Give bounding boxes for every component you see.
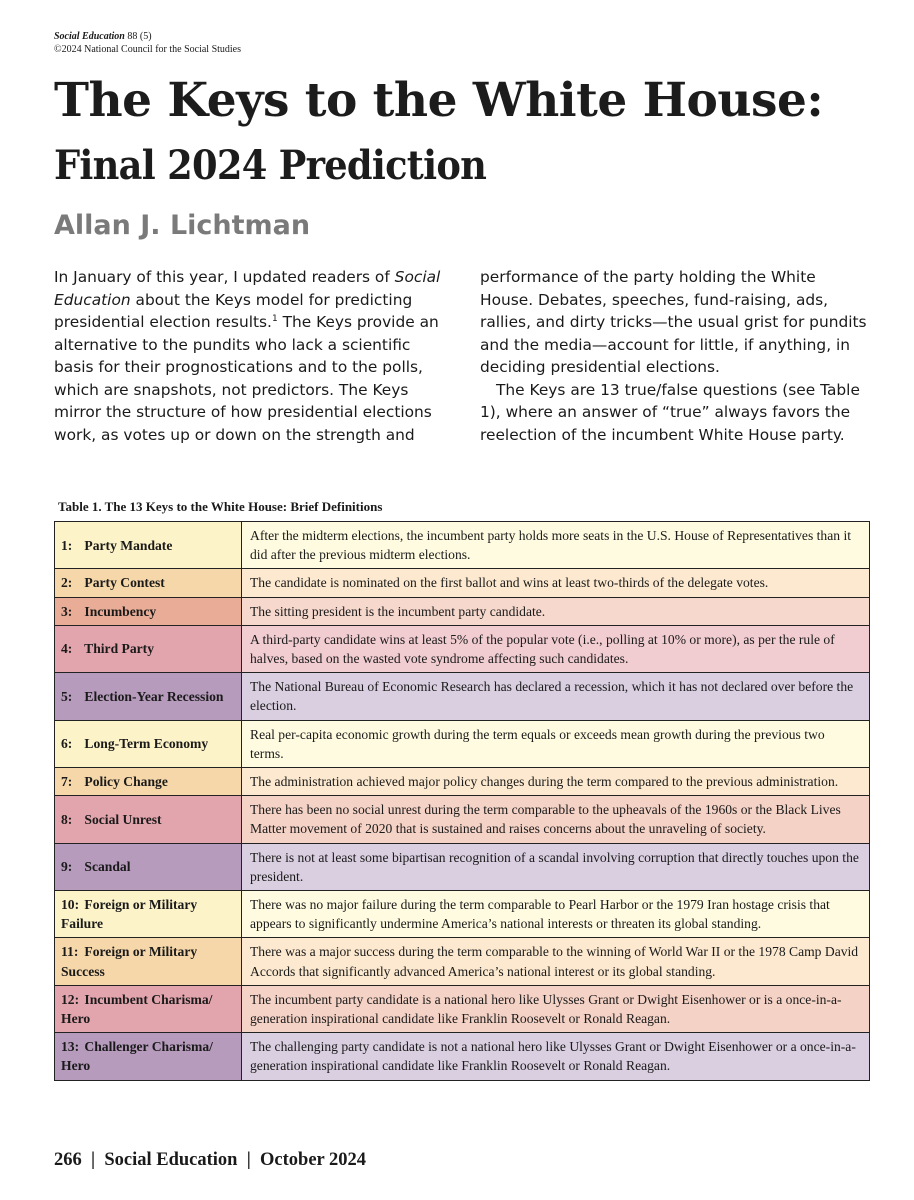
table-row (55, 985, 870, 1032)
key-name: Election-Year Recession (84, 688, 224, 704)
key-definition: The incumbent party candidate is a national hero like Ulysses Grant or Dwight Eisenhower or is a once-in-a-generation inspirational candidate like Franklin Roosevelt or Ronald Reagan. (242, 985, 870, 1032)
key-name-cell (55, 720, 242, 767)
key-name: Third Party (84, 641, 155, 657)
body-text: In January of this year, I updated readers of (54, 268, 395, 286)
key-number: 6: (61, 736, 73, 752)
footnote-marker: 1 (271, 313, 278, 324)
key-name-cell (55, 843, 242, 890)
key-name: Policy Change (84, 774, 168, 790)
key-name-cell (55, 1033, 242, 1080)
key-number: 10: (61, 897, 80, 913)
key-number: 5: (61, 688, 73, 704)
key-name: Long-Term Economy (84, 736, 209, 752)
key-number: 12: (61, 991, 80, 1007)
body-text: The Keys provide an alternative to the pundits who lack a scientific basis for their prognostications and to the polls, which are snapshots, not predictors. The Keys mirror the structure of how presidential elections work, as votes up or down on the strength and performance of the party holding the White House. Debates, speeches, fund-raising, ads, rallies, and dirty tricks—the usual grist for pundits and the media—account for little, if anything, in deciding presidential elections. (54, 268, 867, 444)
key-name: Social Unrest (84, 811, 162, 827)
table-caption: Table 1. The 13 Keys to the White House: Brief Definitions (58, 499, 383, 514)
key-number: 11: (61, 944, 79, 960)
journal-info (54, 30, 241, 56)
body-column-left (54, 266, 870, 446)
table-row (55, 1033, 870, 1080)
key-number: 2: (61, 575, 73, 591)
table-row (55, 938, 870, 985)
key-number: 1: (61, 537, 73, 553)
key-number: 9: (61, 859, 73, 875)
key-name: Foreign or Military Success (61, 944, 198, 979)
table-row (55, 522, 870, 569)
table-row (55, 597, 870, 625)
key-name: Challenger Charisma/ Hero (61, 1039, 213, 1074)
key-number: 4: (61, 641, 73, 657)
key-definition: The administration achieved major policy changes during the term compared to the previous administration. (242, 768, 870, 796)
journal-copyright: ©2024 National Council for the Social Studies (54, 44, 242, 55)
table-row (55, 796, 870, 843)
key-name-cell (55, 985, 242, 1032)
table-row (55, 720, 870, 767)
table-row (55, 673, 870, 720)
key-name-cell (55, 673, 242, 720)
key-definition: A third-party candidate wins at least 5% of the popular vote (i.e., polling at 10% or more), as per the rule of halves, based on the wasted vote syndrome affecting such candidates. (242, 625, 870, 672)
key-name-cell (55, 768, 242, 796)
table-row (55, 843, 870, 890)
key-definition: There is not at least some bipartisan recognition of a scandal involving corruption that directly touches upon the president. (242, 843, 870, 890)
key-number: 3: (61, 603, 73, 619)
key-name: Incumbent Charisma/ Hero (61, 991, 213, 1027)
journal-name-italic: Social Education (54, 268, 441, 309)
key-definition: There has been no social unrest during the term comparable to the upheavals of the 1960s or the Black Lives Matter movement of 2020 that is sustained and raises concerns about the unraveling of society. (242, 796, 870, 843)
key-definition: The challenging party candidate is not a national hero like Ulysses Grant or Dwight Eisenhower or a once-in-a-generation inspirational candidate like Franklin Roosevelt or Ronald Reagan. (242, 1033, 870, 1080)
article-subtitle: Final 2024 Prediction (54, 142, 487, 189)
journal-issue: 88 (5) (127, 31, 152, 42)
table-row (55, 625, 870, 672)
key-definition: There was a major success during the term comparable to the winning of World War II or the 1978 Camp David Accords that significantly advanced America’s national interest or its global standing. (242, 938, 870, 985)
keys-table (54, 521, 870, 1081)
body-paragraph-2: The Keys are 13 true/false questions (see Table 1), where an answer of “true” always favors the reelection of the incumbent White House party. (480, 380, 860, 444)
body-text: about the Keys model for predicting presidential election results. (54, 290, 413, 331)
article-title: The Keys to the White House: (54, 73, 824, 128)
table-row (55, 569, 870, 597)
key-name: Scandal (84, 859, 131, 875)
key-name: Party Contest (84, 575, 165, 591)
key-name-cell (55, 938, 242, 985)
table-row (55, 891, 870, 938)
table-row (55, 768, 870, 796)
key-definition: The candidate is nominated on the first ballot and wins at least two-thirds of the delegate votes. (242, 569, 870, 597)
article-author: Allan J. Lichtman (54, 210, 311, 241)
key-name: Foreign or Military Failure (61, 897, 198, 932)
key-definition: The sitting president is the incumbent party candidate. (242, 597, 870, 625)
key-name-cell (55, 625, 242, 672)
key-definition: After the midterm elections, the incumbent party holds more seats in the U.S. House of Representatives than it did after the previous midterm elections. (242, 522, 870, 569)
key-number: 7: (61, 774, 73, 790)
page-footer: 266 | Social Education | October 2024 (54, 1150, 367, 1170)
key-name: Party Mandate (84, 537, 173, 553)
key-name: Incumbency (84, 603, 157, 619)
key-name-cell (55, 522, 242, 569)
key-definition: Real per-capita economic growth during the term equals or exceeds mean growth during the previous two terms. (242, 720, 870, 767)
key-name-cell (55, 597, 242, 625)
key-name-cell (55, 569, 242, 597)
journal-name: Social Education (54, 31, 125, 42)
key-name-cell (55, 796, 242, 843)
key-definition: There was no major failure during the term comparable to Pearl Harbor or the 1979 Iran hostage crisis that appears to significantly undermine America’s national interests or threaten its global standing. (242, 891, 870, 938)
key-name-cell (55, 891, 242, 938)
key-definition: The National Bureau of Economic Research has declared a recession, which it has not declared over before the election. (242, 673, 870, 720)
key-number: 8: (61, 811, 73, 827)
key-number: 13: (61, 1039, 80, 1055)
